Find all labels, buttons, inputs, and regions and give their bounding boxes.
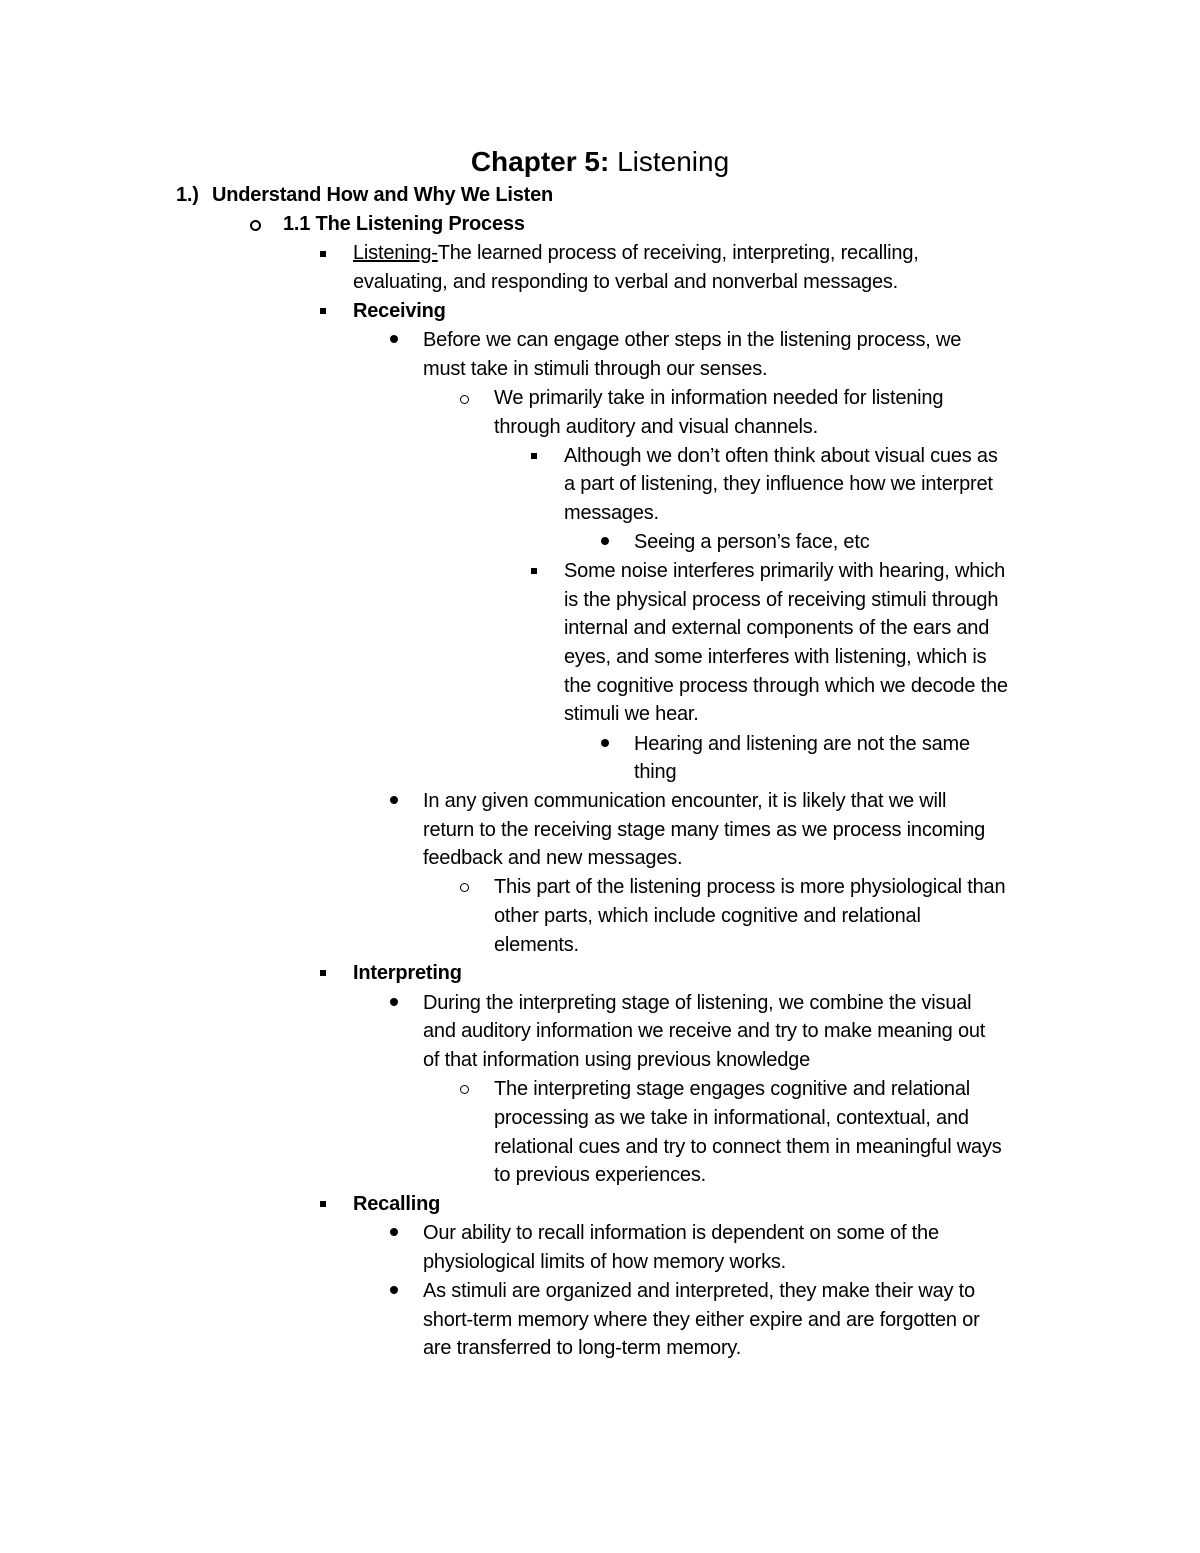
receiving-heading: Receiving [353,300,446,322]
round-bullet-icon [390,796,398,804]
square-bullet-icon [320,308,326,314]
recalling-bullet1-line-1: Our ability to recall information is dependent on some of the [423,1222,939,1244]
page-title [0,142,1200,182]
receiving-sub1-line-2: through auditory and visual channels. [494,416,818,438]
receiving-bullet1-line-1: Before we can engage other steps in the listening process, we [423,329,962,351]
round-bullet-icon [601,739,609,747]
hollow-bullet-icon [460,883,469,892]
square-bullet-icon [320,970,326,976]
recalling-bullet2-line-1: As stimuli are organized and interpreted, they make their way to [423,1280,975,1302]
interpreting-heading: Interpreting [353,962,462,984]
receiving-subsub2-line-1: Some noise interferes primarily with hearing, which [564,560,1006,582]
subsection-heading: 1.1 The Listening Process [283,213,525,235]
receiving-subsubsub2-line-2: thing [634,761,677,783]
receiving-sub1-line-1: We primarily take in information needed for listening [494,387,944,409]
hollow-bullet-icon [460,1085,469,1094]
definition-line-2: evaluating, and responding to verbal and nonverbal messages. [353,271,899,293]
receiving-sub2-line-3: elements. [494,934,579,956]
receiving-subsub1-line-2: a part of listening, they influence how we interpret [564,473,993,495]
square-bullet-icon [320,251,326,257]
section-number: 1.) [176,184,199,206]
recalling-bullet2-line-2: short-term memory where they either expire and are forgotten or [423,1309,980,1331]
receiving-subsub2-line-3: internal and external components of the ears and [564,617,990,639]
round-bullet-icon [390,1228,398,1236]
definition-text: The learned process of receiving, interpreting, recalling, [437,242,919,264]
receiving-subsub2-line-5: the cognitive process through which we decode the [564,675,1008,697]
title-suffix: Listening [617,146,730,177]
receiving-subsub2-line-2: is the physical process of receiving stimuli through [564,589,999,611]
receiving-subsubsub1: Seeing a person’s face, etc [634,531,870,553]
definition-line-1 [353,239,919,268]
recalling-bullet1-line-2: physiological limits of how memory works. [423,1251,787,1273]
round-bullet-icon [390,998,398,1006]
hollow-bullet-icon [250,220,261,231]
title-prefix: Chapter 5: [470,146,610,177]
receiving-sub2-line-2: other parts, which include cognitive and relational [494,905,921,927]
receiving-subsubsub2-line-1: Hearing and listening are not the same [634,733,970,755]
receiving-subsub2-line-4: eyes, and some interferes with listening, which is [564,646,987,668]
receiving-subsub2-line-6: stimuli we hear. [564,703,699,725]
definition-term: Listening- [353,242,438,264]
interpreting-sub1-line-2: processing as we take in informational, contextual, and [494,1107,969,1129]
receiving-bullet1-line-2: must take in stimuli through our senses. [423,358,768,380]
interpreting-sub1-line-3: relational cues and try to connect them in meaningful ways [494,1136,1002,1158]
receiving-bullet2-line-1: In any given communication encounter, it is likely that we will [423,790,947,812]
square-bullet-icon [531,568,537,574]
round-bullet-icon [390,1286,398,1294]
interpreting-bullet1-line-1: During the interpreting stage of listening, we combine the visual [423,992,972,1014]
square-bullet-icon [531,453,537,459]
recalling-heading: Recalling [353,1193,441,1215]
receiving-subsub1-line-3: messages. [564,502,659,524]
receiving-sub2-line-1: This part of the listening process is more physiological than [494,876,1006,898]
interpreting-sub1-line-4: to previous experiences. [494,1164,706,1186]
interpreting-sub1-line-1: The interpreting stage engages cognitive and relational [494,1078,970,1100]
section-heading: Understand How and Why We Listen [212,184,554,206]
square-bullet-icon [320,1201,326,1207]
receiving-subsub1-line-1: Although we don’t often think about visual cues as [564,445,998,467]
recalling-bullet2-line-3: are transferred to long-term memory. [423,1337,742,1359]
round-bullet-icon [390,335,398,343]
receiving-bullet2-line-3: feedback and new messages. [423,847,683,869]
round-bullet-icon [601,537,609,545]
interpreting-bullet1-line-3: of that information using previous knowledge [423,1049,810,1071]
hollow-bullet-icon [460,395,469,404]
receiving-bullet2-line-2: return to the receiving stage many times as we process incoming [423,819,986,841]
interpreting-bullet1-line-2: and auditory information we receive and try to make meaning out [423,1020,986,1042]
